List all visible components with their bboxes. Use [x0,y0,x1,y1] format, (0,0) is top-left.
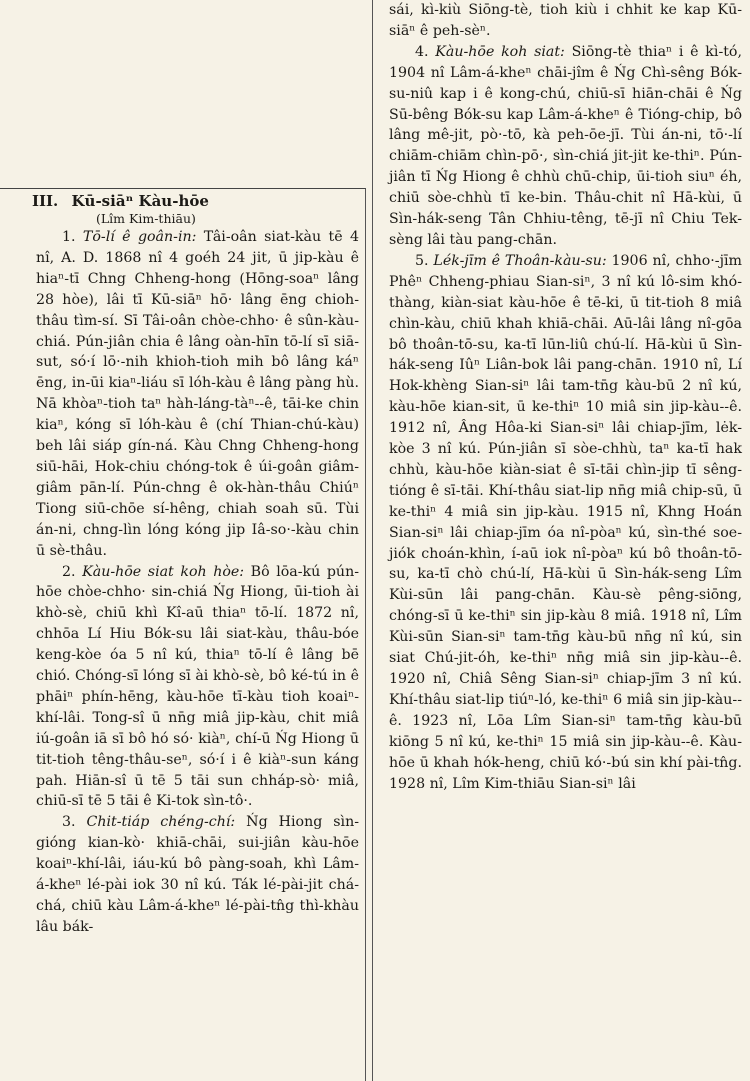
section-2 [36,562,359,813]
left-column [0,188,366,1081]
section-5-number: 5. [415,252,429,269]
section-3-number: 3. [62,814,76,831]
section-2-body: Bô lōa-kú pún-hōe chòe-chho· sin-chiá Ńg Hiong, ūi-tioh ài khò-sè, chiū khì Kî-aū thiaⁿ tō-lí. 1872 nî, chhōa Lí Hiu Bók-su lâi siat-kàu, thâu-bóe keng-kòe óa 5 nî kú, thiaⁿ tō-lí ê lâng bē chió. Chóng-sī lóng sī ài khò-sè, bô ké-tú in ê phāiⁿ phín-hēng, kàu-hōe tī-kàu tioh koaiⁿ-khí-lâi. Tong-sî ū nn̄g miâ jip-kàu, chit miâ iú-goân iā sī bô hó só· kiàⁿ, chí-ū Ńg Hiong ū tit-tioh têng-thâu-seⁿ, só·í i ê kiàⁿ-sun káng pah. Hiān-sî ū tē 5 tāi sun chháp-sò· miâ, chiū-sī tē 5 tāi ê Ki-tok sìn-tô·. [36,563,360,810]
article-author: (Lîm Kim-thiāu) [96,211,196,226]
article-heading [32,191,359,211]
section-3-title: Chit-tiáp chéng-chí: [86,814,236,831]
article-number: III. [32,192,59,210]
section-5-title: Lék-jīm ê Thoân-kàu-su: [433,252,607,269]
section-3-body: Ńg Hiong sìn-gióng kian-kò· khiā-chāi, sui-jiân kàu-hōe koaiⁿ-khí-lâi, iáu-kú bô pàng-soah, khì Lâm-á-kheⁿ lé-pài iok 30 nî kú. Ták lé-pài-jit chá-chá, chiū kàu Lâm-á-kheⁿ lé-pài-tn̂g thì-khàu lâu bák- [36,814,359,935]
section-3-continuation: sái, kì-kiù Siōng-tè, tioh kiù i chhit ke kap Kū-siāⁿ ê peh-sèⁿ. [389,2,742,39]
section-4-body: Siōng-tè thiaⁿ i ê kì-tó, 1904 nî Lâm-á-kheⁿ chāi-jîm ê Ńg Chì-sêng Bók-su-niû kap i ê kong-chú, chiū-sī hiān-chāi ê Ńg Sū-bêng Bók-su kap Lâm-á-kheⁿ ê Tióng-chip, bô lâng mê-jit, pò·-tō, kà peh-ōe-jī. Tùi án-ni, tō·-lí chiām-chiām chìn-pō·, sìn-chiá jit-jit ke-thiⁿ. Pún-jiân tī Ńg Hiong ê chhù chū-chip, ūi-tioh siuⁿ éh, chiū sòe-chhù tī ke-bin. Thâu-chit nî Hā-kùi, ū Sìn-hák-seng Tân Chhiu-têng, tē-jī nî Chiu Tek-sèng lâi tàu pang-chān. [389,43,742,248]
article-title: Kū-siāⁿ Kàu-hōe [71,192,209,210]
section-1-title: Tō-lí ê goân-in: [82,229,197,245]
section-1 [36,227,359,562]
section-2-title: Kàu-hōe siat koh hòe: [82,563,245,580]
right-column [372,0,750,1081]
section-3 [36,812,359,937]
section-1-body: Tâi-oân siat-kàu tē 4 nî, A. D. 1868 nî 4 goéh 24 jit, ū jip-kàu ê hiaⁿ-tī Chng Chheng-hong (Hōng-soaⁿ lâng 28 hòe), lâi tī Kū-siāⁿ hō· lâng ēng chioh-thâu tìm-sí. Sī Tâi-oân chòe-chho· ê sûn-kàu-chiá. Pún-jiân chia ê lâng oàn-hīn tō-lí sī siā-sut, só·í lō·-nih khioh-tioh mih bô lâng káⁿ ēng, in-ūi kiaⁿ-liáu sī lóh-kàu ê lâng pàng hù. Nā khòaⁿ-tioh taⁿ hàh-láng-tàⁿ--ê, tāi-ke chin kiaⁿ, kóng sī lóh-kàu ê (chí Thian-chú-kàu) beh lâi siáp gín-ná. Kàu Chng Chheng-hong siū-hāi, Hok-chiu chóng-tok ê úi-goân giâm-giâm pān-lí. Pún-chng ê ok-hàn-thâu Chiúⁿ Tiong siū-chōe sí-hêng, chiah soah sū. Tùi án-ni, chng-lìn lóng kóng jip Iâ-so·-kàu chin ū sè-thâu. [36,229,359,559]
section-4-number: 4. [415,43,429,60]
section-5-body: 1906 nî, chho·-jīm Phêⁿ Chheng-phiau Sian-siⁿ, 3 nî kú lô-sim khó-thàng, kiàn-siat kàu-hōe ê tē-ki, ū tit-tioh 8 miâ chìn-kàu, chiū khah khiā-chāi. Aū-lâi lâng nî-gōa bô thoân-tō-su, ka-tī lūn-liû chú-lí. Hā-kùi ū Sìn-hák-seng Iûⁿ Liân-bok lâi pang-chān. 1910 nî, Lí Hok-khèng Sian-siⁿ lâi tam-tn̄g kàu-bū 2 nî kú, kàu-hōe kian-sit, ū ke-thiⁿ 10 miâ sin jip-kàu--ê. 1912 nî, Âng Hôa-ki Sian-siⁿ lâi chiap-jīm, lėk-kòe 3 nî kú. Pún-jiân sī sòe-chhù, taⁿ ka-tī hak chhù, kàu-hōe kiàn-siat ê sī-tāi chìn-jip tī sêng-tióng ê sī-tāi. Khí-thâu siat-lip nn̄g miâ chip-sū, ū ke-thiⁿ 4 miâ sin jip-kàu. 1915 nî, Khng Hoán Sian-siⁿ lâi chiap-jīm óa nî-pòaⁿ kú, sìn-thé soe-jiók choán-khìn, í-aū iok nî-pòaⁿ kú bô thoân-tō-su, ka-tī chò chú-lí, Hā-kùi ū Sìn-hák-seng Lîm Kùi-sūn lâi pang-chān. Kàu-sè pêng-siōng, chóng-sī ū ke-thiⁿ sin jip-kàu 8 miâ. 1918 nî, Lîm Kùi-sūn Sian-siⁿ tam-tn̄g kàu-bū nn̄g nî kú, sin siat Chú-jit-óh, ke-thiⁿ nn̄g miâ sin jip-kàu--ê. 1920 nî, Chiâ Sêng Sian-siⁿ chiap-jīm 3 nî kú. Khí-thâu siat-lip tiúⁿ-ló, ke-thiⁿ 6 miâ sin jip-kàu--ê. 1923 nî, Lōa Lîm Sian-siⁿ tam-tn̄g kàu-bū kiōng 5 nî kú, ke-thiⁿ 15 miâ sin jip-kàu--ê. Kàu-hōe ū khah hók-heng, chiū kó·-bú sin khí pài-tn̂g. 1928 nî, Lîm Kim-thiāu Sian-siⁿ lâi [389,252,742,792]
section-1-number: 1. [62,229,76,245]
section-5 [389,251,742,795]
section-4-title: Kàu-hōe koh siat: [435,43,565,60]
section-4 [389,42,742,251]
section-2-number: 2. [62,563,76,580]
